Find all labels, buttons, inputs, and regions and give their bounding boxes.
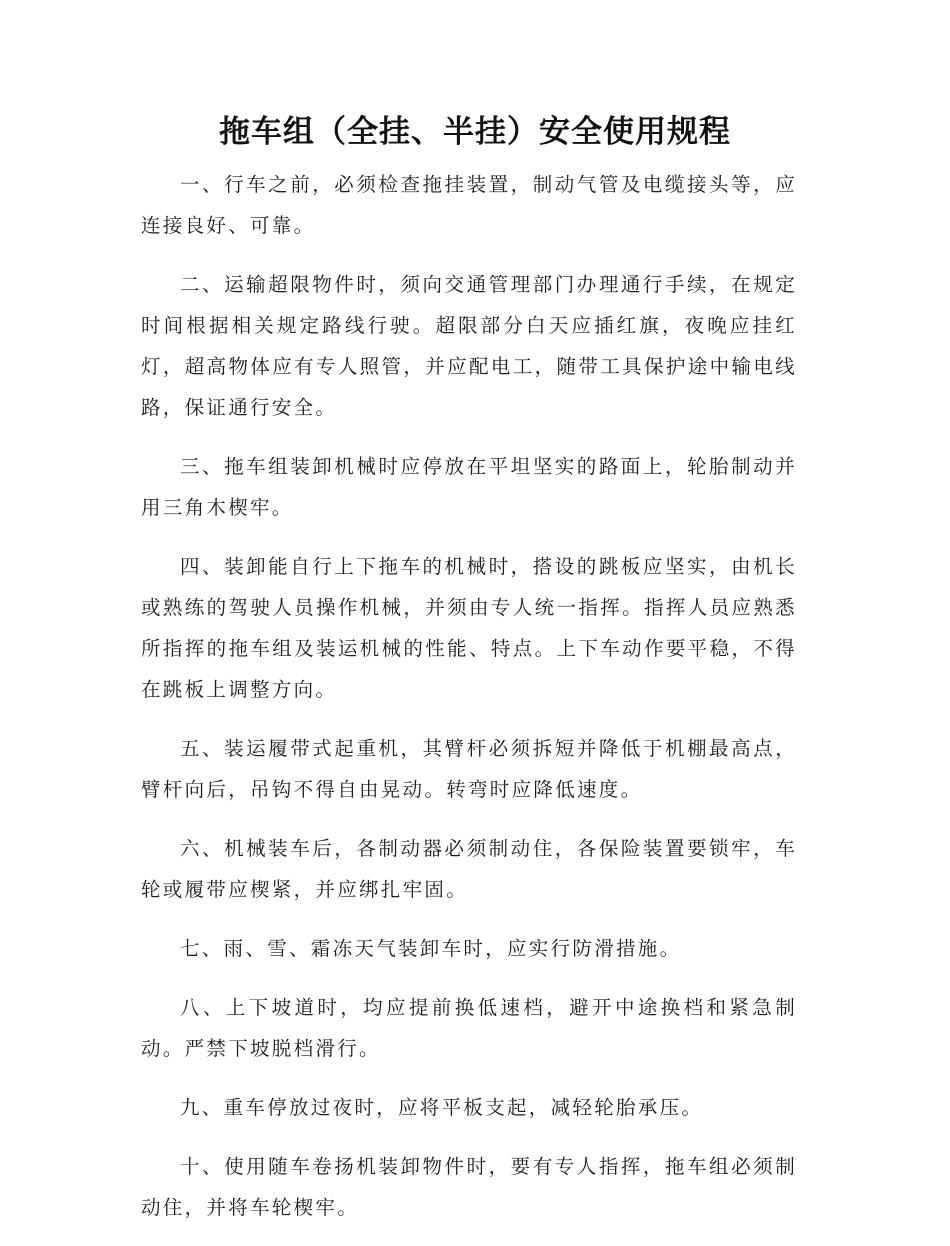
document-title: 拖车组（全挂、半挂）安全使用规程 — [219, 114, 731, 150]
rule-paragraph-6: 六、机械装车后，各制动器必须制动住，各保险装置要锁牢，车轮或履带应楔紧，并应绑扎牢固。 — [141, 837, 797, 901]
rule-paragraph-10: 十、使用随车卷扬机装卸物件时，要有专人指挥，拖车组必须制动住，并将车轮楔牢。 — [141, 1155, 797, 1219]
rule-paragraph-7: 七、雨、雪、霜冻天气装卸车时，应实行防滑措施。 — [180, 937, 682, 960]
rule-paragraph-5: 五、装运履带式起重机，其臂杆必须拆短并降低于机棚最高点，臂杆向后，吊钩不得自由晃动。转弯时应降低速度。 — [141, 737, 797, 801]
rule-paragraph-8: 八、上下坡道时，均应提前换低速档，避开中途换档和紧急制动。严禁下坡脱档滑行。 — [141, 996, 797, 1060]
rule-paragraph-9: 九、重车停放过夜时，应将平板支起，减轻轮胎承压。 — [180, 1096, 704, 1119]
rule-paragraph-2: 二、运输超限物件时，须向交通管理部门办理通行手续，在规定时间根据相关规定路线行驶。超限部分白天应插红旗，夜晚应挂红灯，超高物体应有专人照管，并应配电工，随带工具保护途中输电线路，保证通行安全。 — [141, 273, 797, 419]
rule-paragraph-1: 一、行车之前，必须检查拖挂装置，制动气管及电缆接头等，应连接良好、可靠。 — [141, 173, 797, 237]
document-body — [141, 164, 797, 1246]
rule-paragraph-3: 三、拖车组装卸机械时应停放在平坦坚实的路面上，轮胎制动并用三角木楔牢。 — [141, 455, 797, 519]
rule-paragraph-4: 四、装卸能自行上下拖车的机械时，搭设的跳板应坚实，由机长或熟练的驾驶人员操作机械，并须由专人统一指挥。指挥人员应熟悉所指挥的拖车组及装运机械的性能、特点。上下车动作要平稳，不得在跳板上调整方向。 — [141, 555, 797, 701]
